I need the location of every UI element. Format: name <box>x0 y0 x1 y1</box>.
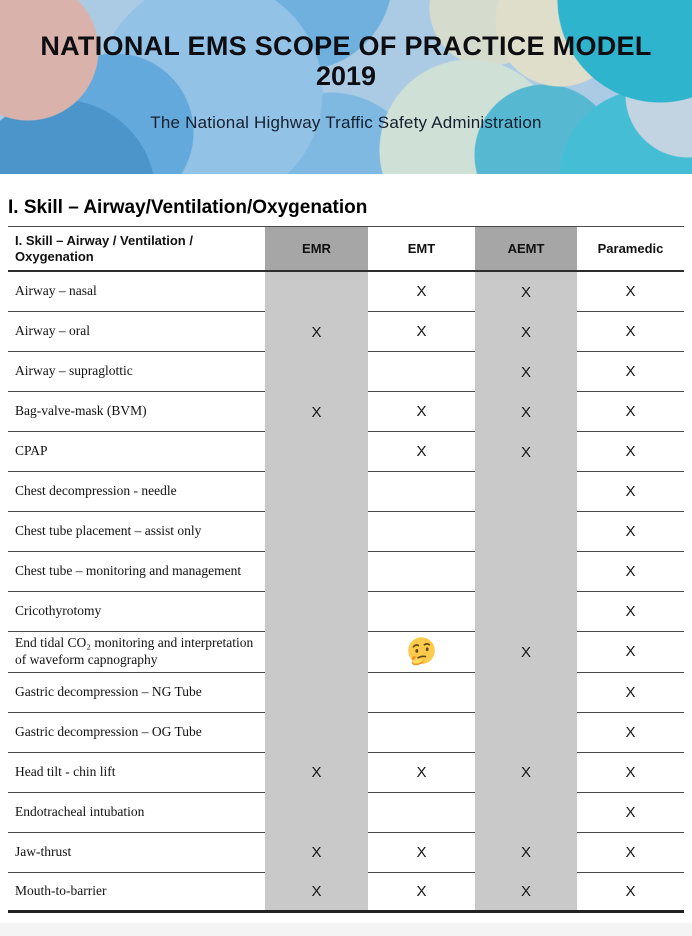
emr-cell <box>265 552 368 592</box>
table-row <box>8 472 684 512</box>
emr-cell <box>265 472 368 512</box>
emr-cell: X <box>265 312 368 352</box>
table-row <box>8 793 684 833</box>
paramedic-cell: X <box>577 793 684 833</box>
column-header-aemt: AEMT <box>475 227 577 270</box>
aemt-cell <box>475 592 577 632</box>
emr-cell <box>265 592 368 632</box>
paramedic-cell: X <box>577 272 684 312</box>
emt-cell: X <box>416 882 427 900</box>
aemt-cell: X <box>475 432 577 472</box>
table-row <box>8 713 684 753</box>
skill-cell: Airway – nasal <box>8 272 265 312</box>
aemt-cell: X <box>475 632 577 673</box>
paramedic-cell: X <box>577 512 684 552</box>
skill-cell: Chest tube – monitoring and management <box>8 552 265 592</box>
page-bottom-strip <box>0 923 692 936</box>
aemt-cell <box>475 552 577 592</box>
paramedic-cell: X <box>577 713 684 753</box>
banner-year: 2019 <box>315 61 377 92</box>
emt-cell <box>368 793 475 833</box>
emt-cell <box>368 512 475 552</box>
paramedic-cell: X <box>625 882 636 900</box>
paramedic-cell: X <box>577 632 684 673</box>
paramedic-cell: X <box>577 432 684 472</box>
aemt-cell: X <box>475 833 577 873</box>
table-row <box>8 352 684 392</box>
aemt-cell <box>475 713 577 753</box>
table-row <box>8 552 684 592</box>
aemt-cell <box>475 793 577 833</box>
emt-cell <box>368 552 475 592</box>
aemt-cell: X <box>475 753 577 793</box>
paramedic-cell: X <box>577 833 684 873</box>
emr-cell <box>265 352 368 392</box>
emt-cell: X <box>368 753 475 793</box>
table-row <box>8 392 684 432</box>
emt-cell <box>368 632 475 673</box>
emr-cell: X <box>265 873 368 910</box>
skill-table <box>8 226 684 913</box>
skill-cell: Cricothyrotomy <box>8 592 265 632</box>
aemt-cell <box>475 673 577 713</box>
emt-cell <box>368 713 475 753</box>
aemt-cell: X <box>475 392 577 432</box>
table-row <box>8 512 684 552</box>
emt-cell <box>368 673 475 713</box>
section-heading: I. Skill – Airway/Ventilation/Oxygenation <box>8 197 368 218</box>
emr-cell: X <box>265 833 368 873</box>
emr-cell <box>265 713 368 753</box>
thinking-face-emoji <box>406 636 437 667</box>
emt-cell: X <box>368 432 475 472</box>
skill-cell: CPAP <box>8 432 265 472</box>
table-row <box>8 833 684 873</box>
skill-cell: End tidal CO₂ monitoring and interpretation of waveform capnography <box>8 632 265 673</box>
emr-cell: X <box>265 753 368 793</box>
emt-cell: X <box>368 312 475 352</box>
column-header-skill: I. Skill – Airway / Ventilation / Oxygenation <box>15 232 193 264</box>
table-row <box>8 753 684 793</box>
aemt-cell <box>475 472 577 512</box>
emt-cell <box>368 472 475 512</box>
emt-cell: X <box>368 833 475 873</box>
paramedic-cell: X <box>577 312 684 352</box>
skill-cell: Jaw-thrust <box>8 833 265 873</box>
skill-cell: Bag-valve-mask (BVM) <box>8 392 265 432</box>
emt-cell <box>368 352 475 392</box>
column-header-emr: EMR <box>265 227 368 270</box>
table-header-row <box>8 227 684 272</box>
table-row <box>8 673 684 713</box>
paramedic-cell: X <box>577 392 684 432</box>
paramedic-cell: X <box>577 472 684 512</box>
skill-cell: Head tilt - chin lift <box>8 753 265 793</box>
paramedic-cell: X <box>577 673 684 713</box>
paramedic-cell: X <box>577 552 684 592</box>
emt-cell: X <box>368 392 475 432</box>
skill-cell: Gastric decompression – NG Tube <box>8 673 265 713</box>
emr-cell <box>265 793 368 833</box>
aemt-cell: X <box>475 272 577 312</box>
table-row <box>8 432 684 472</box>
emt-cell <box>368 592 475 632</box>
column-header-paramedic: Paramedic <box>597 241 664 256</box>
skill-cell: Chest tube placement – assist only <box>8 512 265 552</box>
table-row <box>8 272 684 312</box>
column-header-emt: EMT <box>407 241 436 256</box>
emr-cell <box>265 512 368 552</box>
table-row <box>8 873 684 913</box>
aemt-cell: X <box>475 873 577 910</box>
aemt-cell: X <box>475 352 577 392</box>
emr-cell <box>265 272 368 312</box>
paramedic-cell: X <box>577 592 684 632</box>
aemt-cell <box>475 512 577 552</box>
emr-cell: X <box>265 392 368 432</box>
skill-cell: Endotracheal intubation <box>8 793 265 833</box>
skill-cell: Airway – oral <box>8 312 265 352</box>
emr-cell <box>265 632 368 673</box>
aemt-cell: X <box>475 312 577 352</box>
skill-cell: Gastric decompression – OG Tube <box>8 713 265 753</box>
skill-cell: Mouth-to-barrier <box>15 882 107 898</box>
emt-cell: X <box>368 272 475 312</box>
table-row <box>8 312 684 352</box>
banner <box>0 0 692 174</box>
emr-cell <box>265 673 368 713</box>
table-row <box>8 632 684 673</box>
table-row <box>8 592 684 632</box>
paramedic-cell: X <box>577 352 684 392</box>
banner-title: NATIONAL EMS SCOPE OF PRACTICE MODEL <box>40 31 652 61</box>
banner-subtitle: The National Highway Traffic Safety Administration <box>150 113 542 133</box>
paramedic-cell: X <box>577 753 684 793</box>
skill-cell: Airway – supraglottic <box>8 352 265 392</box>
skill-cell: Chest decompression - needle <box>8 472 265 512</box>
emr-cell <box>265 432 368 472</box>
table-body <box>8 272 684 913</box>
